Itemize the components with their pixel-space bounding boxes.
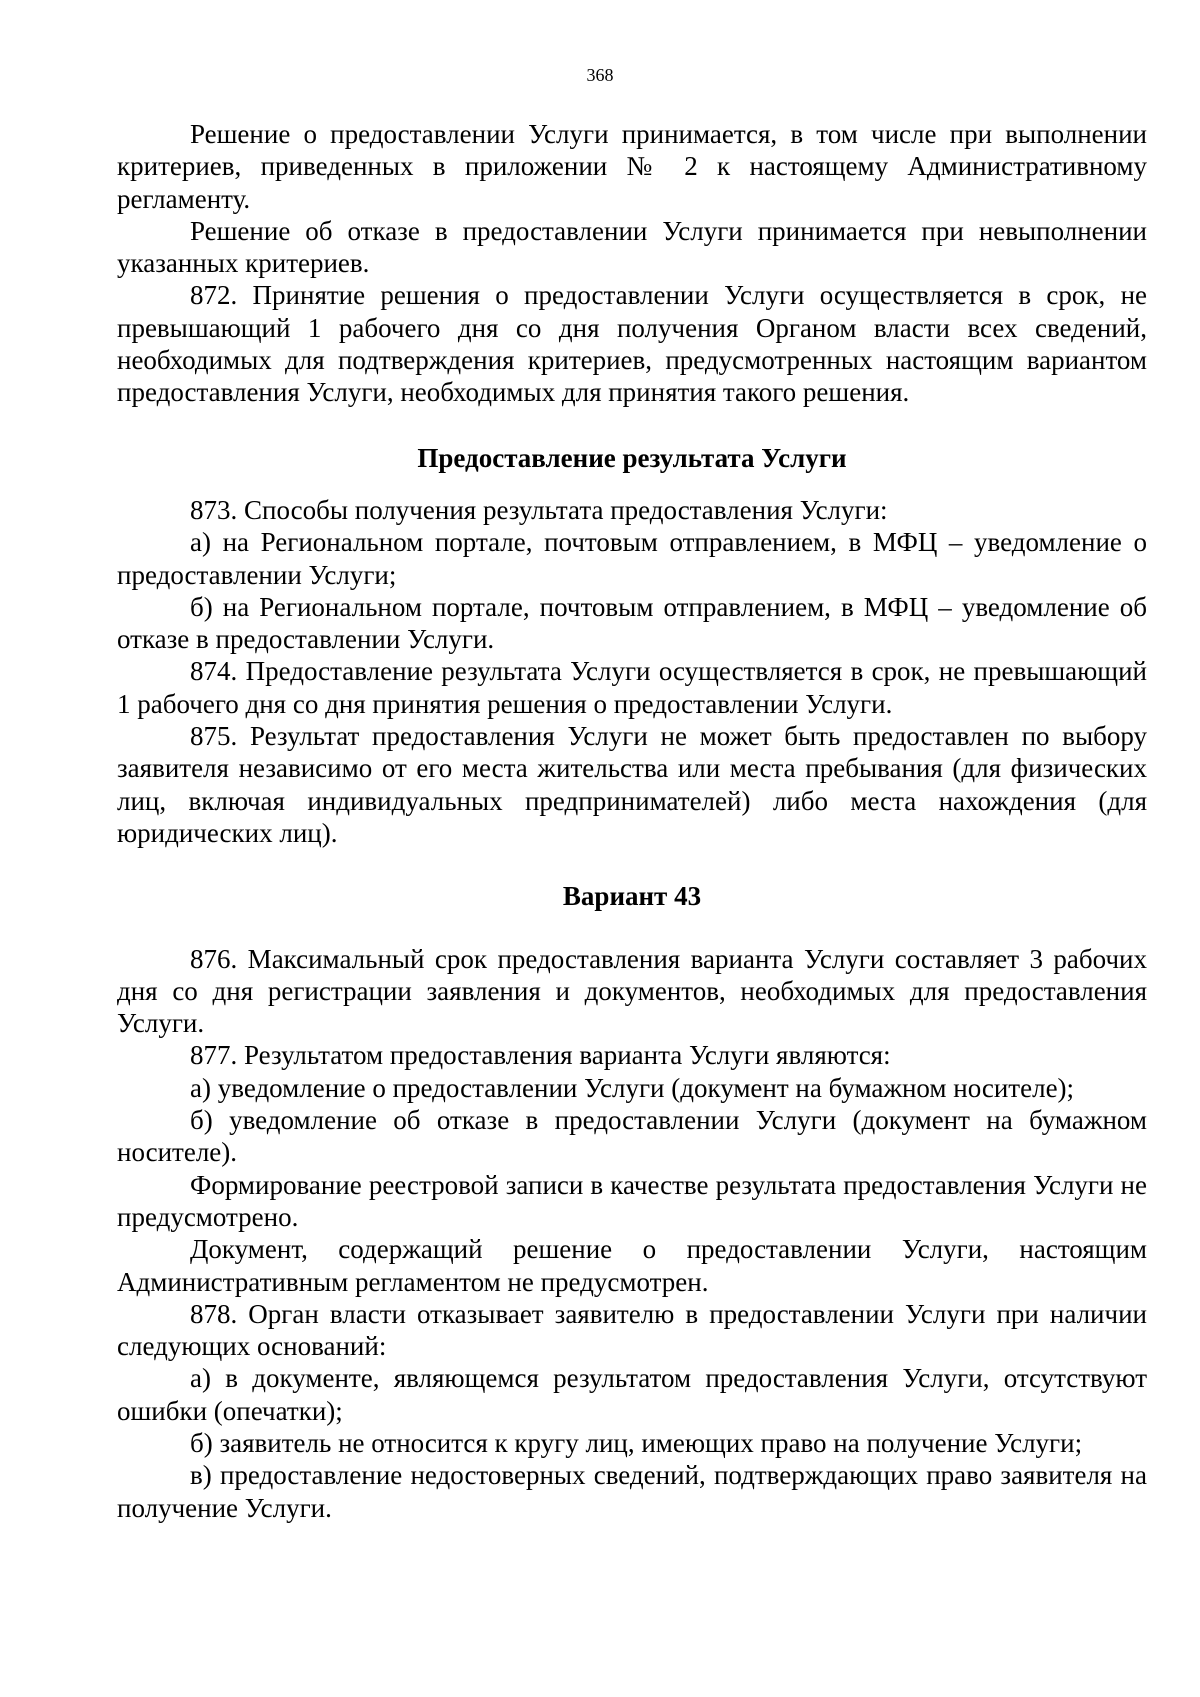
paragraph-873-a: а) на Региональном портале, почтовым отправлением, в МФЦ – уведомление о предоставлении Услуги; xyxy=(117,527,1147,590)
paragraph-872: 872. Принятие решения о предоставлении Услуги осуществляется в срок, не превышающий 1 рабочего дня со дня получения Органом власти всех сведений, необходимых для подтверждения критериев, предусмотренных настоящим вариантом предоставления Услуги, необходимых для принятия такого решения. xyxy=(117,280,1147,408)
paragraph-decision-document: Документ, содержащий решение о предоставлении Услуги, настоящим Административным регламентом не предусмотрен. xyxy=(117,1234,1147,1297)
paragraph-878-a: а) в документе, являющемся результатом предоставления Услуги, отсутствуют ошибки (опечатки); xyxy=(117,1363,1147,1426)
paragraph-878: 878. Орган власти отказывает заявителю в предоставлении Услуги при наличии следующих оснований: xyxy=(117,1298,1147,1362)
paragraph-877: 877. Результатом предоставления варианта Услуги являются: xyxy=(190,1040,891,1071)
page-number: 368 xyxy=(586,65,614,85)
section-heading-result: Предоставление результата Услуги xyxy=(417,442,847,473)
paragraph-875: 875. Результат предоставления Услуги не может быть предоставлен по выбору заявителя независимо от его места жительства или места пребывания (для физических лиц, включая индивидуальных предпринимателей) либо места нахождения (для юридических лиц). xyxy=(117,721,1147,848)
paragraph-876: 876. Максимальный срок предоставления варианта Услуги составляет 3 рабочих дня со дня регистрации заявления и документов, необходимых для предоставления Услуги. xyxy=(117,943,1147,1039)
paragraph-registry-record: Формирование реестровой записи в качестве результата предоставления Услуги не предусмотрено. xyxy=(117,1169,1147,1232)
section-decision xyxy=(117,118,1147,409)
paragraph-878-c: в) предоставление недостоверных сведений, подтверждающих право заявителя на получение Услуги. xyxy=(117,1460,1147,1523)
document-body xyxy=(117,118,1147,1524)
section-heading-variant: Вариант 43 xyxy=(562,881,702,912)
section-variant-43 xyxy=(117,943,1147,1524)
section-result xyxy=(117,494,1147,849)
paragraph-878-b: б) заявитель не относится к кругу лиц, имеющих право на получение Услуги; xyxy=(190,1427,1083,1458)
paragraph-873: 873. Способы получения результата предоставления Услуги: xyxy=(190,494,888,525)
paragraph-decision-criteria: Решение о предоставлении Услуги принимается, в том числе при выполнении критериев, приведенных в приложении № 2 к настоящему Административному регламенту. xyxy=(117,119,1147,214)
paragraph-877-a: а) уведомление о предоставлении Услуги (документ на бумажном носителе); xyxy=(190,1072,1075,1103)
paragraph-refusal-decision: Решение об отказе в предоставлении Услуги принимается при невыполнении указанных критериев. xyxy=(117,215,1147,279)
paragraph-874: 874. Предоставление результата Услуги осуществляется в срок, не превышающий 1 рабочего дня со дня принятия решения о предоставлении Услуги. xyxy=(117,656,1147,719)
paragraph-877-b: б) уведомление об отказе в предоставлении Услуги (документ на бумажном носителе). xyxy=(117,1105,1147,1168)
paragraph-873-b: б) на Региональном портале, почтовым отправлением, в МФЦ – уведомление об отказе в предоставлении Услуги. xyxy=(117,591,1147,655)
